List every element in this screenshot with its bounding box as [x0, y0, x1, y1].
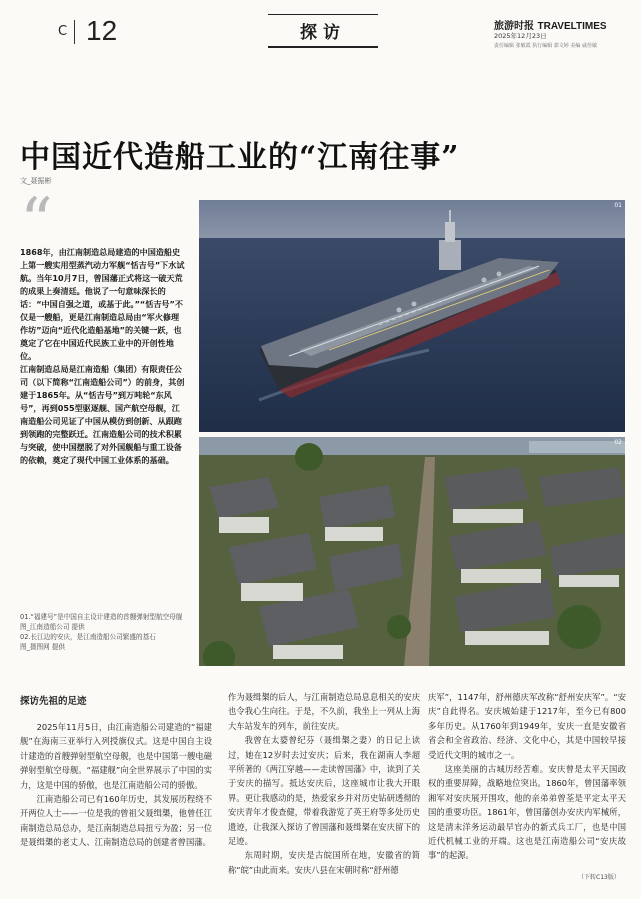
- body-paragraph: 2025年11月5日，由江南造船公司建造的“福建舰”在海南三亚举行入列授旗仪式。这是中国自主设计建造的首艘弹射型航空母舰，也是中国第一艘电磁弹射型航空母舰。“福建舰”向全世界展示了中国的实力，这是中国的骄傲，也是江南造船公司的骄傲。: [20, 722, 212, 790]
- photo-number: 02: [614, 439, 622, 446]
- intro-paragraph: 1868年，由江南制造总局建造的中国造船史上第一艘实用型蒸汽动力军舰“恬吉号”下水试航。当年10月7日，曾国藩正式将这一破天荒的成果上奏清廷。他说了一句意味深长的话：“中国自强之道，或基于此。”“恬吉号”不仅是一艘船，更是江南制造总局由“军火修理作坊”迈向“近代化造船基地”的关键一跃，也奠定了它在中国近代民族工业中的开创性地位。: [20, 247, 185, 361]
- page-header: [0, 0, 641, 60]
- body-paragraph: 我曾在太婆曾纪芬（聂缉槼之妻）的日记上读过，她在12岁时去过安庆；后来，我在湖南人李超平所著的《两江穿越——走读曾国藩》中，读到了关于安庆的描写。抵达安庆后，这座城市让我大开眼界。更让我感动的是，热爱家乡并对历史钻研透彻的安庆青年才俊查健，带着我游览了英王府等多处历史遗迹，让我深入探访了曾国藩和聂缉槼在安庆留下的足迹。: [228, 735, 420, 847]
- body-column-2: [228, 690, 420, 877]
- anqing-old-town-photo: [199, 437, 625, 666]
- section-title: 探访: [300, 23, 346, 43]
- photo-captions: [20, 612, 190, 652]
- editor-credits: 责任编辑 张敏霞 执行编辑 郭文婷 美编 戚佳敏: [494, 43, 597, 49]
- paper-masthead: [494, 17, 607, 32]
- intro-paragraph: 江南制造总局是江南造船（集团）有限责任公司（以下简称“江南造船公司”）的前身，其创建于1865年。从“恬吉号”到万吨轮“东风号”，再到055型驱逐舰、国产航空母舰，江南造船公司见证了中国从模仿到创新、从跟跑到领跑的完整跃迁。江南造船公司的技术积累与突破，使中国摆脱了对外国舰船与重工设备的依赖，奠定了现代中国工业体系的基础。: [20, 364, 185, 465]
- page-letter: C: [58, 24, 69, 39]
- quote-mark-icon: “: [20, 185, 53, 259]
- caption-credit: 图_摄图网 提供: [20, 643, 65, 651]
- section-rule-top: [268, 14, 378, 15]
- body-paragraph: 江南造船公司已有160年历史，其发展历程绕不开两位人士——一位是我的曾祖父聂缉槼，他曾任江南制造总局总办，是江南制造总局扭亏为盈；另一位是聂缉槼的老丈人、江南制造总局的创建者曾国藩。: [20, 794, 212, 848]
- body-column-1: [20, 720, 212, 850]
- caption-line: 02.长江边的安庆，是江南造船公司繁盛的基石: [20, 633, 156, 641]
- article-subheading: 探访先祖的足迹: [20, 696, 87, 707]
- paper-name-cn: 旅游时报: [494, 21, 534, 32]
- aircraft-carrier-photo: [199, 200, 625, 432]
- paper-name-en: TRAVELTIMES: [537, 21, 607, 32]
- body-column-3: [428, 690, 626, 863]
- continued-note: （下转C13版）: [578, 874, 620, 881]
- article-intro: [20, 246, 186, 467]
- photo-number: 01: [614, 202, 622, 209]
- body-paragraph: 庆军”，1147年，舒州德庆军改称“舒州安庆军”。“安庆”自此得名。安庆城始建于1217年，至今已有800多年历史。从1760年到1949年，安庆一直是安徽省省会和全省政治、经济、文化中心，其是中国较早接受近代文明的城市之一。: [428, 692, 626, 760]
- body-paragraph: 作为聂缉槼的后人，与江南制造总局息息相关的安庆也令我心生向往。于是，不久前，我坐上一列从上海大车站发车的列车，前往安庆。: [228, 692, 420, 731]
- body-paragraph: 东周时期，安庆是古皖国所在地，安徽省的简称“皖”由此而来。安庆八县在宋朝时称“舒州德: [228, 850, 420, 875]
- article-byline: 文_聂振彬: [20, 177, 52, 185]
- old-town-illustration: [199, 437, 625, 666]
- issue-date: 2025年12月23日: [494, 32, 547, 40]
- article-headline: 中国近代造船工业的“江南往事”: [20, 140, 460, 175]
- body-paragraph: 这座美丽的古城历经苦难。安庆曾是太平天国政权的重要屏障，战略地位突出。1860年，曾国藩率领湘军对安庆展开围攻，他的亲弟弟曾荃是平定太平天国的重要功臣。1861年，曾国藩创办安庆内军械所，这是清末洋务运动最早官办的新式兵工厂，也是中国近代机械工业的开端。这也是江南造船公司“安庆故事”的起源。: [428, 764, 626, 861]
- caption-credit: 图_江南造船公司 提供: [20, 623, 85, 631]
- section-rule-bottom: [268, 46, 378, 48]
- aircraft-carrier-illustration: [199, 200, 625, 432]
- page-divider: [74, 20, 75, 44]
- caption-line: 01.“福建号”是中国自主设计建造的首艘弹射型航空母舰: [20, 613, 183, 621]
- page-number: 12: [86, 15, 118, 46]
